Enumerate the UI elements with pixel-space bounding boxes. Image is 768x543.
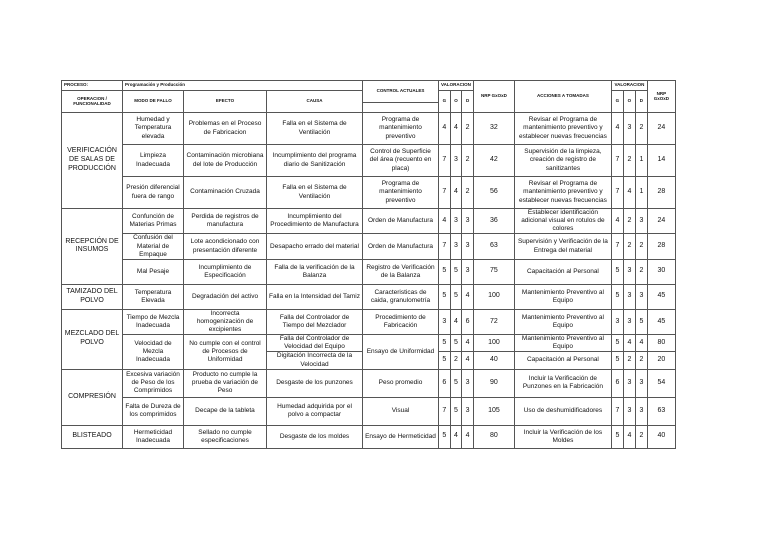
npr2-cell: 28 bbox=[647, 177, 675, 209]
control-cell: Peso promedio bbox=[363, 369, 439, 397]
g-header: G bbox=[439, 91, 451, 113]
control-cell: Registro de Verificación de la Balanza bbox=[363, 259, 439, 284]
npr2-cell: 40 bbox=[647, 425, 675, 448]
accion-cell: Supervisión y Verificación de la Entrega del material bbox=[514, 234, 611, 259]
npr-header: NRP GxOxD bbox=[473, 81, 514, 113]
control-cell: Programa de mantenimiento preventivo bbox=[363, 177, 439, 209]
d-header: D bbox=[462, 91, 474, 113]
table-row bbox=[62, 145, 676, 177]
npr-cell: 42 bbox=[473, 145, 514, 177]
efecto-cell: Lote acondicionado con presentación diferente bbox=[184, 234, 267, 259]
modo-cell: Mal Pesaje bbox=[123, 259, 184, 284]
stage-cell: COMPRESIÓN bbox=[62, 369, 123, 425]
stage-cell: RECEPCIÓN DE INSUMOS bbox=[62, 209, 123, 285]
d2-cell: 3 bbox=[635, 369, 647, 397]
accion-cell: Mantenimiento Preventivo al Equipo bbox=[514, 335, 611, 352]
stage-cell: MEZCLADO DEL POLVO bbox=[62, 309, 123, 369]
o-cell: 5 bbox=[450, 284, 462, 309]
g-cell: 7 bbox=[439, 397, 451, 425]
control-cell: Control de Superficie del área (recuento en placa) bbox=[363, 145, 439, 177]
g2-cell: 7 bbox=[611, 145, 623, 177]
accion-cell: Supervisión de la limpieza, creación de registro de sanitizantes bbox=[514, 145, 611, 177]
o2-cell: 2 bbox=[623, 352, 635, 369]
o2-cell: 3 bbox=[623, 369, 635, 397]
modo-cell: Temperatura Elevada bbox=[123, 284, 184, 309]
causa-cell: Incumplimiento del Procedimiento de Manufactura bbox=[267, 209, 363, 234]
npr2-cell: 30 bbox=[647, 259, 675, 284]
g2-cell: 4 bbox=[611, 113, 623, 145]
control-cell: Ensayo de Uniformidad bbox=[363, 335, 439, 370]
table-row bbox=[62, 369, 676, 397]
o2-cell: 4 bbox=[623, 425, 635, 448]
o-cell: 3 bbox=[450, 234, 462, 259]
npr-cell: 75 bbox=[473, 259, 514, 284]
causa-cell: Desgaste de los punzones bbox=[267, 369, 363, 397]
efecto-cell: Incorrecta homogenización de excipientes bbox=[184, 309, 267, 334]
efecto-cell: Incumplimiento de Especificación bbox=[184, 259, 267, 284]
causa-cell: Falla del Controlador de Velocidad del Equipo bbox=[267, 335, 363, 352]
g-cell: 5 bbox=[439, 259, 451, 284]
npr-cell: 80 bbox=[473, 425, 514, 448]
o2-cell: 4 bbox=[623, 335, 635, 352]
g2-cell: 5 bbox=[611, 425, 623, 448]
control-cell: Visual bbox=[363, 397, 439, 425]
control-cell: Programa de mantenimiento preventivo bbox=[363, 113, 439, 145]
d2-header: D bbox=[635, 91, 647, 113]
efecto-cell: Contaminación microbiana del lote de Producción bbox=[184, 145, 267, 177]
accion-cell: Capacitación al Personal bbox=[514, 259, 611, 284]
g-cell: 7 bbox=[439, 145, 451, 177]
control-cell: Orden de Manufactura bbox=[363, 234, 439, 259]
table-row bbox=[62, 234, 676, 259]
d2-cell: 2 bbox=[635, 352, 647, 369]
table-row bbox=[62, 259, 676, 284]
table-row bbox=[62, 425, 676, 448]
d2-cell: 2 bbox=[635, 425, 647, 448]
causa-cell: Falla en el Sistema de Ventilación bbox=[267, 177, 363, 209]
accion-cell: Mantenimiento Preventivo al Equipo bbox=[514, 284, 611, 309]
causa-header: CAUSA bbox=[267, 91, 363, 113]
modo-cell: Falta de Dureza de los comprimidos bbox=[123, 397, 184, 425]
npr-cell: 100 bbox=[473, 284, 514, 309]
accion-cell: Capacitación al Personal bbox=[514, 352, 611, 369]
o2-cell: 3 bbox=[623, 397, 635, 425]
modo-cell: Presión diferencial fuera de rango bbox=[123, 177, 184, 209]
o2-cell: 4 bbox=[623, 177, 635, 209]
o2-cell: 3 bbox=[623, 259, 635, 284]
d-cell: 3 bbox=[462, 209, 474, 234]
table-row bbox=[62, 209, 676, 234]
control-cell: Ensayo de Hermeticidad bbox=[363, 425, 439, 448]
g2-cell: 5 bbox=[611, 284, 623, 309]
proceso-label: PROCESO: bbox=[62, 81, 123, 91]
efecto-header: EFECTO bbox=[184, 91, 267, 113]
d2-cell: 3 bbox=[635, 397, 647, 425]
operacion-header: OPERACION / FUNCIONALIDAD bbox=[62, 91, 123, 113]
table-row bbox=[62, 335, 676, 352]
causa-cell: Desgaste de los moldes bbox=[267, 425, 363, 448]
npr2-cell: 45 bbox=[647, 284, 675, 309]
o-cell: 4 bbox=[450, 425, 462, 448]
fmea-table bbox=[61, 80, 676, 449]
npr2-cell: 20 bbox=[647, 352, 675, 369]
d-cell: 4 bbox=[462, 335, 474, 352]
g2-cell: 5 bbox=[611, 335, 623, 352]
npr2-header: NRP GxOxD bbox=[647, 81, 675, 113]
efecto-cell: Problemas en el Proceso de Fabricacion bbox=[184, 113, 267, 145]
d-cell: 4 bbox=[462, 425, 474, 448]
accion-cell: Establecer identificación adicional visual en rotulos de colores bbox=[514, 209, 611, 234]
control-cell: Caracteristicas de caida, granulometría bbox=[363, 284, 439, 309]
causa-cell: Desapacho errado del material bbox=[267, 234, 363, 259]
g2-cell: 4 bbox=[611, 209, 623, 234]
efecto-cell: Degradación del activo bbox=[184, 284, 267, 309]
control-header: CONTROL ACTUALES bbox=[363, 81, 439, 103]
d-cell: 4 bbox=[462, 284, 474, 309]
npr-cell: 63 bbox=[473, 234, 514, 259]
modo-cell: Limpieza Inadecuada bbox=[123, 145, 184, 177]
g2-cell: 7 bbox=[611, 177, 623, 209]
o-cell: 5 bbox=[450, 335, 462, 352]
d-cell: 6 bbox=[462, 309, 474, 334]
causa-cell: Incumplimiento del programa diario de Sanitización bbox=[267, 145, 363, 177]
d-cell: 3 bbox=[462, 397, 474, 425]
efecto-cell: Perdida de registros de manufactura bbox=[184, 209, 267, 234]
d-cell: 3 bbox=[462, 259, 474, 284]
control-cell: Orden de Manufactura bbox=[363, 209, 439, 234]
modo-cell: Excesiva variación de Peso de los Comprimidos bbox=[123, 369, 184, 397]
g2-cell: 7 bbox=[611, 234, 623, 259]
modo-cell: Humedad y Temperatura elevada bbox=[123, 113, 184, 145]
g-cell: 7 bbox=[439, 234, 451, 259]
d2-cell: 2 bbox=[635, 234, 647, 259]
d-cell: 2 bbox=[462, 113, 474, 145]
modo-cell: Confunción de Materias Primas bbox=[123, 209, 184, 234]
causa-cell: Digitación Incorrecta de la Velocidad bbox=[267, 352, 363, 369]
npr-cell: 32 bbox=[473, 113, 514, 145]
accion-cell: Incluir la Verificación de Punzones en la Fabricación bbox=[514, 369, 611, 397]
proceso-value: Programación y Producción bbox=[123, 81, 363, 91]
d-cell: 4 bbox=[462, 352, 474, 369]
efecto-cell: Contaminación Cruzada bbox=[184, 177, 267, 209]
o-cell: 3 bbox=[450, 209, 462, 234]
efecto-cell: Sellado no cumple especificaciones bbox=[184, 425, 267, 448]
g-cell: 4 bbox=[439, 209, 451, 234]
o2-cell: 2 bbox=[623, 209, 635, 234]
g2-cell: 6 bbox=[611, 369, 623, 397]
g-cell: 6 bbox=[439, 369, 451, 397]
d2-cell: 5 bbox=[635, 309, 647, 334]
npr2-cell: 45 bbox=[647, 309, 675, 334]
o2-cell: 2 bbox=[623, 234, 635, 259]
g2-cell: 3 bbox=[611, 309, 623, 334]
g2-cell: 5 bbox=[611, 259, 623, 284]
causa-cell: Falla en la Intensidad del Tamiz bbox=[267, 284, 363, 309]
causa-cell: Falla del Controlador de Tiempo del Mezclador bbox=[267, 309, 363, 334]
d-cell: 2 bbox=[462, 145, 474, 177]
o2-cell: 3 bbox=[623, 309, 635, 334]
o-cell: 4 bbox=[450, 309, 462, 334]
o-cell: 2 bbox=[450, 352, 462, 369]
accion-cell: Revisar el Programa de mantenimiento preventivo y establecer nuevas frecuencias bbox=[514, 177, 611, 209]
modo-header: MODO DE FALLO bbox=[123, 91, 184, 113]
valoracion2-header: VALORACION bbox=[611, 81, 647, 91]
npr-cell: 72 bbox=[473, 309, 514, 334]
g-cell: 5 bbox=[439, 352, 451, 369]
g-cell: 4 bbox=[439, 113, 451, 145]
d-cell: 3 bbox=[462, 369, 474, 397]
d-cell: 2 bbox=[462, 177, 474, 209]
o2-cell: 3 bbox=[623, 284, 635, 309]
npr-cell: 36 bbox=[473, 209, 514, 234]
o-header: O bbox=[450, 91, 462, 113]
o-cell: 3 bbox=[450, 145, 462, 177]
table-row bbox=[62, 397, 676, 425]
o-cell: 5 bbox=[450, 397, 462, 425]
modo-cell: Velocidad de Mezcla Inadecuada bbox=[123, 335, 184, 370]
d-cell: 3 bbox=[462, 234, 474, 259]
accion-cell: Revisar el Programa de mantenimiento preventivo y establecer nuevas frecuencias bbox=[514, 113, 611, 145]
o-cell: 4 bbox=[450, 177, 462, 209]
accion-cell: Incluir la Verificación de los Moldes bbox=[514, 425, 611, 448]
stage-cell: VERIFICACIÓN DE SALAS DE PRODUCCIÓN bbox=[62, 113, 123, 209]
efecto-cell: Decape de la tableta bbox=[184, 397, 267, 425]
causa-cell: Falla en el Sistema de Ventilación bbox=[267, 113, 363, 145]
g2-cell: 5 bbox=[611, 352, 623, 369]
modo-cell: Tiempo de Mezcla Inadecuada bbox=[123, 309, 184, 334]
o2-header: O bbox=[623, 91, 635, 113]
npr2-cell: 24 bbox=[647, 209, 675, 234]
npr2-cell: 28 bbox=[647, 234, 675, 259]
d2-cell: 3 bbox=[635, 209, 647, 234]
stage-cell: BLISTEADO bbox=[62, 425, 123, 448]
valoracion-header: VALORACION bbox=[439, 81, 474, 91]
acciones-header: ACCIONES A TOMADAS bbox=[514, 81, 611, 113]
npr-cell: 90 bbox=[473, 369, 514, 397]
npr-cell: 100 bbox=[473, 335, 514, 352]
g2-header: G bbox=[611, 91, 623, 113]
d2-cell: 1 bbox=[635, 177, 647, 209]
d2-cell: 2 bbox=[635, 113, 647, 145]
d2-cell: 2 bbox=[635, 259, 647, 284]
o2-cell: 3 bbox=[623, 113, 635, 145]
g2-cell: 7 bbox=[611, 397, 623, 425]
d2-cell: 1 bbox=[635, 145, 647, 177]
npr-cell: 56 bbox=[473, 177, 514, 209]
causa-cell: Falla de la verificación de la Balanza bbox=[267, 259, 363, 284]
d2-cell: 4 bbox=[635, 335, 647, 352]
g-cell: 5 bbox=[439, 335, 451, 352]
d2-cell: 3 bbox=[635, 284, 647, 309]
table-row bbox=[62, 284, 676, 309]
stage-cell: TAMIZADO DEL POLVO bbox=[62, 284, 123, 309]
o-cell: 5 bbox=[450, 259, 462, 284]
accion-cell: Mantenimiento Preventivo al Equipo bbox=[514, 309, 611, 334]
npr2-cell: 14 bbox=[647, 145, 675, 177]
npr2-cell: 24 bbox=[647, 113, 675, 145]
table-row bbox=[62, 113, 676, 145]
accion-cell: Uso de deshumidificadores bbox=[514, 397, 611, 425]
g-cell: 5 bbox=[439, 284, 451, 309]
g-cell: 5 bbox=[439, 425, 451, 448]
o-cell: 4 bbox=[450, 113, 462, 145]
efecto-cell: Producto no cumple la prueba de variación de Peso bbox=[184, 369, 267, 397]
table-row bbox=[62, 309, 676, 334]
control-cell: Procedimiento de Fabricación bbox=[363, 309, 439, 334]
efecto-cell: No cumple con el control de Procesos de Uniformidad bbox=[184, 335, 267, 370]
modo-cell: Hermeticidad Inadecuada bbox=[123, 425, 184, 448]
npr-cell: 40 bbox=[473, 352, 514, 369]
npr2-cell: 54 bbox=[647, 369, 675, 397]
o-cell: 5 bbox=[450, 369, 462, 397]
npr-cell: 105 bbox=[473, 397, 514, 425]
modo-cell: Confusión del Material de Empaque bbox=[123, 234, 184, 259]
npr2-cell: 80 bbox=[647, 335, 675, 352]
g-cell: 7 bbox=[439, 177, 451, 209]
o2-cell: 2 bbox=[623, 145, 635, 177]
npr2-cell: 63 bbox=[647, 397, 675, 425]
g-cell: 3 bbox=[439, 309, 451, 334]
causa-cell: Humedad adquirida por el polvo a compactar bbox=[267, 397, 363, 425]
table-row bbox=[62, 177, 676, 209]
